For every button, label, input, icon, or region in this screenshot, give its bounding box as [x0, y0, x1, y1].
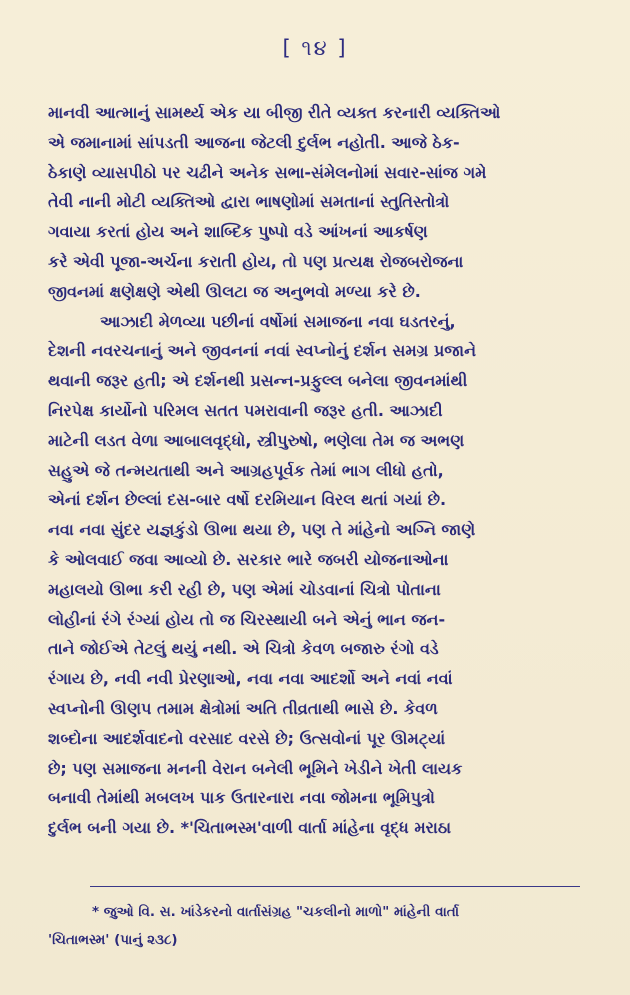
text-line: મહાલયો ઊભા કરી રહી છે, પણ એમાં ચોડવાનાં ચિત્રો પોતાના: [48, 579, 441, 599]
footnote-line: * જુઓ વિ. સ. ખાંડેકરનો વાર્તાસંગ્રહ "ચકલીનો માળો" માંહેની વાર્તા: [92, 904, 460, 920]
text-line: સ્વપ્નોની ઊણપ તમામ ક્ષેત્રોમાં અતિ તીવ્રતાથી ભાસે છે. કેવળ: [48, 698, 438, 718]
text-line: નવા નવા સુંદર યજ્ઞકુંડો ઊભા થયા છે, પણ તે માંહેનો અગ્નિ જાણે: [48, 520, 476, 540]
text-line: એ જમાનામાં સાંપડતી આજના જેટલી દુર્લભ નહોતી. આજે ઠેક-: [48, 132, 460, 152]
text-line: જીવનમાં ક્ષણેક્ષણે એથી ઊલટા જ અનુભવો મળ્યા કરે છે.: [48, 281, 421, 301]
text-line: દુર્લભ બની ગયા છે. *'ચિતાભસ્મ'વાળી વાર્તા માંહેના વૃદ્ધ મરાઠા: [48, 818, 452, 838]
text-line: કરે એવી પૂજા-અર્ચના કરાતી હોય, તો પણ પ્રત્યક્ષ રોજબરોજના: [48, 251, 464, 271]
footnote-line: 'ચિતાભસ્મ' (પાનું ૨૩૮): [48, 932, 178, 948]
text-line: માટેની લડત વેળા આબાલવૃદ્ધો, સ્ત્રીપુરુષો, ભણેલા તેમ જ અભણ: [48, 430, 465, 450]
text-line: સહુએ જે તન્મયતાથી અને આગ્રહપૂર્વક તેમાં ભાગ લીધો હતો,: [48, 460, 444, 480]
text-line: દેશની નવરચનાનું અને જીવનનાં નવાં સ્વપ્નોનું દર્શન સમગ્ર પ્રજાને: [48, 341, 476, 361]
text-line: નિરપેક્ષ કાર્યોનો પરિમલ સતત પમરાવાની જરૂર હતી. આઝાદી: [48, 400, 443, 420]
text-line: આઝાદી મેળવ્યા પછીનાં વર્ષોમાં સમાજના નવા ઘડતરનું,: [100, 311, 456, 331]
text-line: તેવી નાની મોટી વ્યક્તિઓ દ્વારા ભાષણોમાં સમતાનાં સ્તુતિસ્તોત્રો: [48, 192, 450, 212]
text-line: લોહીનાં રંગે રંગ્યાં હોય તો જ ચિરસ્થાયી બને એનું ભાન જન-: [48, 609, 446, 629]
page-number: [ ૧૪ ]: [282, 36, 348, 60]
text-line: થવાની જરૂર હતી; એ દર્શનથી પ્રસન્ન-પ્રફુલ્લ બનેલા જીવનમાંથી: [48, 371, 468, 391]
text-line: કે ઓલવાઈ જવા આવ્યો છે. સરકાર ભારે જબરી યોજનાઓના: [48, 549, 449, 569]
text-line: ગવાયા કરતાં હોય અને શાબ્દિક પુષ્પો વડે આંખનાં આકર્ષણ: [48, 222, 428, 242]
text-line: ઠેકાણે વ્યાસપીઠો પર ચઢીને અનેક સભા-સંમેલનોમાં સવાર-સાંજ ગમે: [48, 162, 487, 182]
text-line: શબ્દોના આદર્શવાદનો વરસાદ વરસે છે; ઉત્સવોનાં પૂર ઊમટ્યાં: [48, 728, 446, 748]
text-line: તાને જોઈએ તેટલું થયું નથી. એ ચિત્રો કેવળ બજારુ રંગો વડે: [48, 639, 439, 659]
text-line: છે; પણ સમાજના મનની વેરાન બનેલી ભૂમિને ખેડીને ખેતી લાયક: [48, 758, 463, 778]
footnote: [48, 898, 588, 954]
body-text: [48, 98, 582, 843]
text-line: એનાં દર્શન છેલ્લાં દસ-બાર વર્ષો દરમિયાન વિરલ થતાં ગયાં છે.: [48, 490, 447, 510]
text-line: માનવી આત્માનું સામર્થ્ય એક યા બીજી રીતે વ્યક્ત કરનારી વ્યક્તિઓ: [48, 103, 501, 122]
text-line: રંગાય છે, નવી નવી પ્રેરણાઓ, નવા નવા આદર્શો અને નવાં નવાં: [48, 669, 453, 689]
footnote-divider: [90, 886, 580, 887]
text-line: બનાવી તેમાંથી મબલખ પાક ઉતારનારા નવા જોમના ભૂમિપુત્રો: [48, 788, 435, 808]
